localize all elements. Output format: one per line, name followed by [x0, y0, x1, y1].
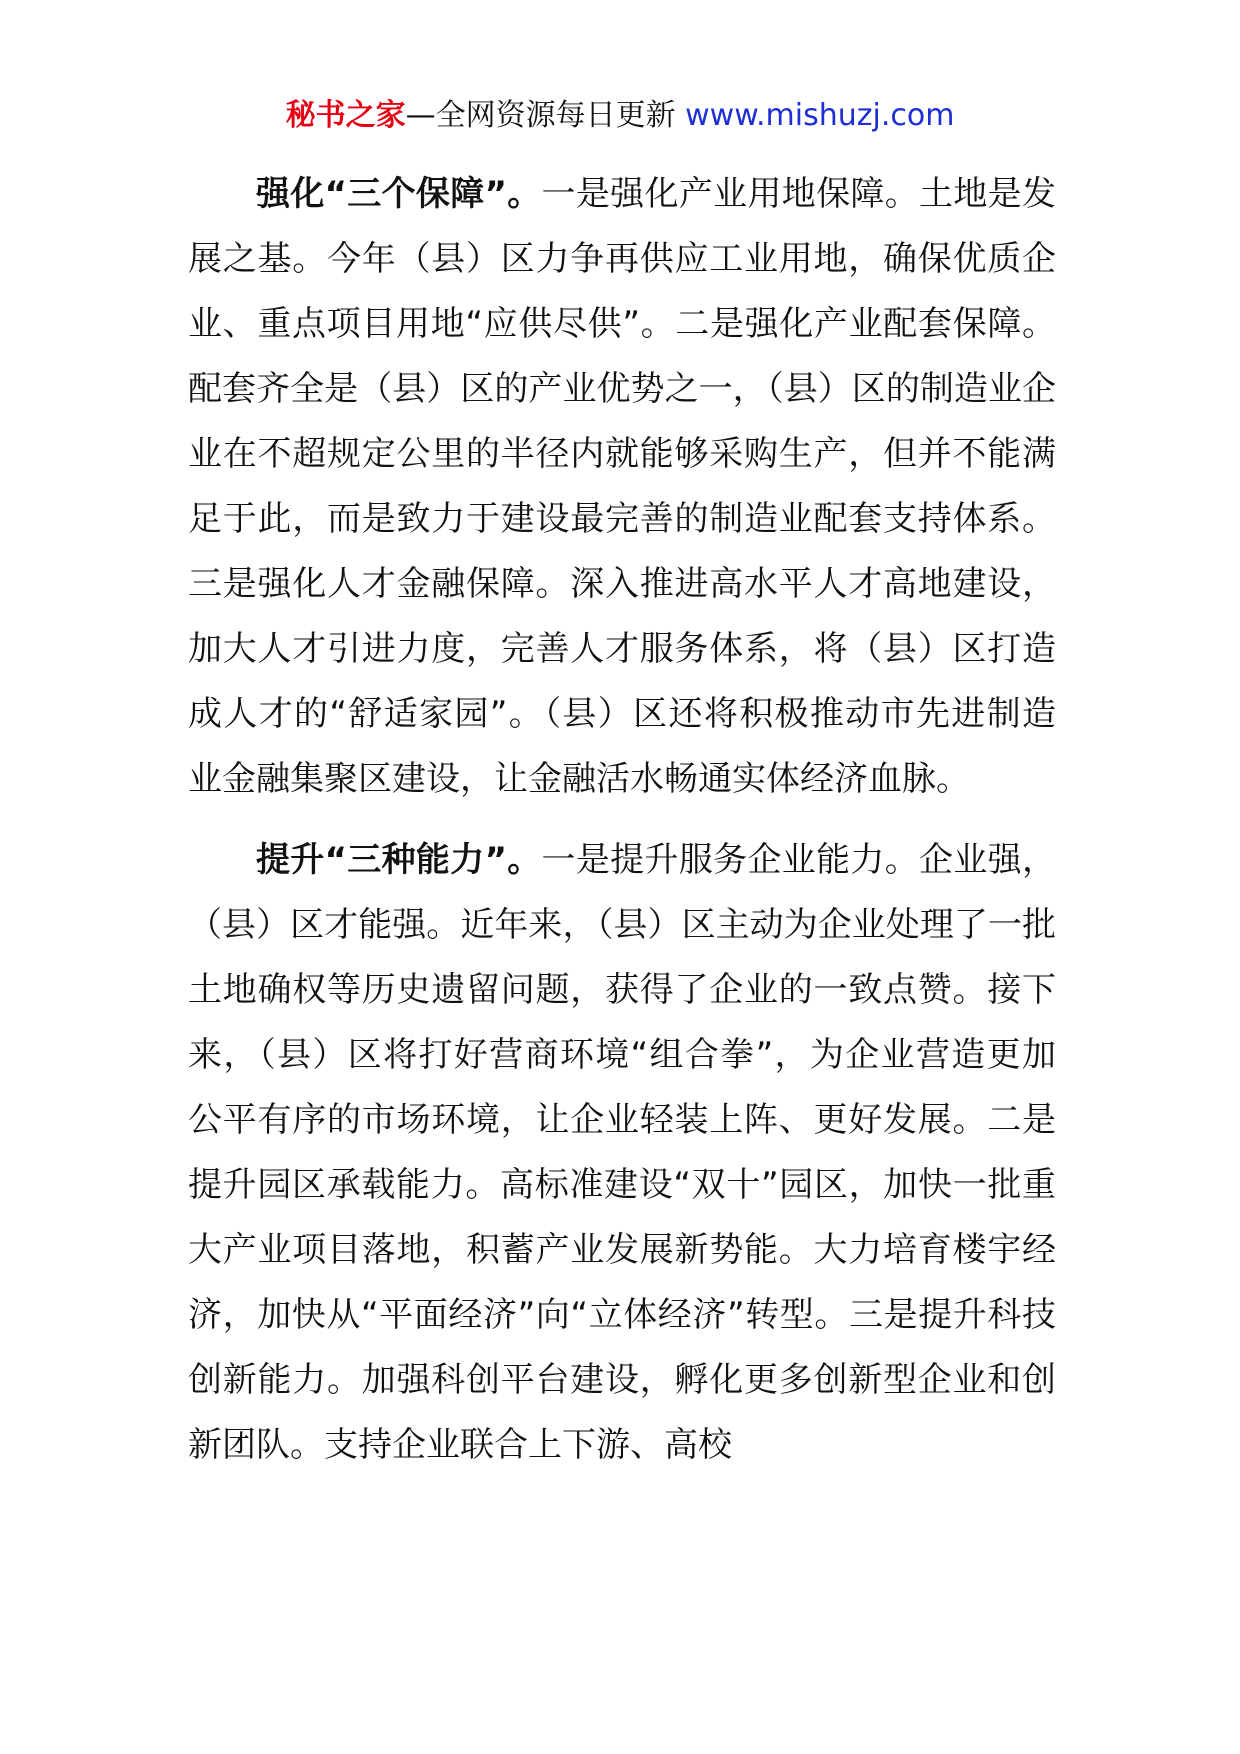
paragraph [188, 828, 1056, 1478]
paragraph-heading: 提升“三种能力”。 [256, 840, 542, 880]
paragraph-text: 一是提升服务企业能力。企业强，（县）区才能强。近年来，（县）区主动为企业处理了一批土地确权等历史遗留问题，获得了企业的一致点赞。接下来，（县）区将打好营商环境“组合拳”，为企业营造更加公平有序的市场环境，让企业轻装上阵、更好发展。二是提升园区承载能力。高标准建设“双十”园区，加快一批重大产业项目落地，积蓄产业发展新势能。大力培育楼宇经济，加快从“平面经济”向“立体经济”转型。三是提升科技创新能力。加强科创平台建设，孵化更多创新型企业和创新团队。支持企业联合上下游、高校 [188, 840, 1056, 1465]
paragraph [188, 162, 1056, 812]
site-url-link[interactable]: www.mishuzj.com [685, 98, 955, 133]
page-header [0, 96, 1240, 136]
brand-name: 秘书之家 [285, 98, 406, 133]
paragraph-heading: 强化“三个保障”。 [256, 174, 542, 214]
paragraph-text: 一是强化产业用地保障。土地是发展之基。今年（县）区力争再供应工业用地，确保优质企业、重点项目用地“应供尽供”。二是强化产业配套保障。配套齐全是（县）区的产业优势之一，（县）区的制造业企业在不超规定公里的半径内就能够采购生产，但并不能满足于此，而是致力于建设最完善的制造业配套支持体系。三是强化人才金融保障。深入推进高水平人才高地建设，加大人才引进力度，完善人才服务体系，将（县）区打造成人才的“舒适家园”。（县）区还将积极推动市先进制造业金融集聚区建设，让金融活水畅通实体经济血脉。 [188, 174, 1056, 799]
document-body [188, 162, 1056, 1494]
header-tagline: —全网资源每日更新 [405, 98, 686, 133]
